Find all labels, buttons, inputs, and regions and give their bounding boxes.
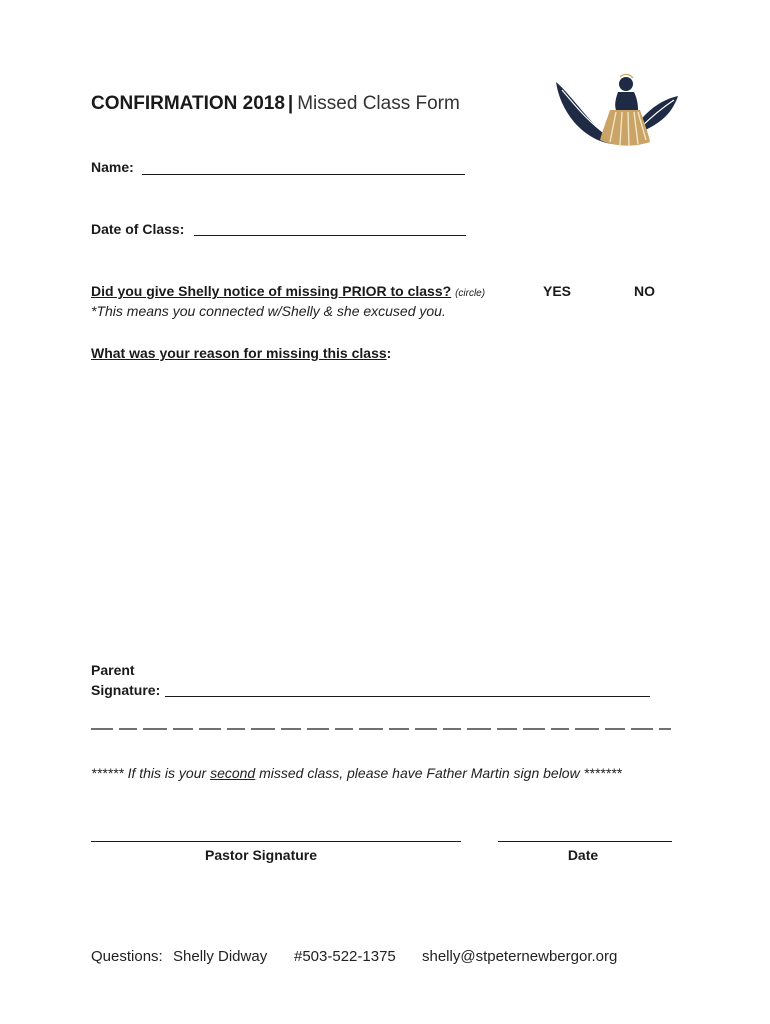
pastor-signature-field[interactable] <box>91 841 461 842</box>
name-field[interactable] <box>142 174 465 175</box>
page-title <box>91 93 460 115</box>
reason-question-text: What was your reason for missing this class <box>91 345 387 361</box>
reason-colon: : <box>386 345 392 361</box>
date-of-class-label: Date of Class: <box>91 221 185 237</box>
name-label: Name: <box>91 159 134 175</box>
reason-answer-area[interactable] <box>91 372 671 642</box>
no-option[interactable]: NO <box>634 283 655 299</box>
second-missed-notice <box>91 765 622 781</box>
cut-line-divider <box>91 721 671 731</box>
parent-label-line1: Parent <box>91 662 135 678</box>
questions-label: Questions: <box>91 948 163 965</box>
second-notice-suffix: missed class, please have Father Martin sign below ******* <box>255 765 622 781</box>
parent-signature-field[interactable] <box>165 696 650 697</box>
second-notice-prefix: ****** If this is your <box>91 765 211 781</box>
notice-note: *This means you connected w/Shelly & she excused you. <box>91 303 446 319</box>
yes-option[interactable]: YES <box>543 283 572 299</box>
contact-phone: #503-522-1375 <box>294 948 396 965</box>
notice-question-text: Did you give Shelly notice of missing PRIOR to class? <box>91 283 452 299</box>
pastor-date-label: Date <box>567 847 599 863</box>
angel-logo-icon <box>550 70 682 150</box>
pastor-signature-label: Pastor Signature <box>204 847 318 863</box>
date-of-class-field[interactable] <box>194 235 466 236</box>
pastor-date-field[interactable] <box>498 841 672 842</box>
title-main: CONFIRMATION 2018 <box>91 93 285 114</box>
title-subtitle: Missed Class Form <box>297 93 460 114</box>
contact-email[interactable]: shelly@stpeternewbergor.org <box>422 948 618 965</box>
parish-logo <box>550 70 682 150</box>
reason-question <box>91 345 391 361</box>
notice-question <box>91 283 485 299</box>
contact-name: Shelly Didway <box>173 948 268 965</box>
second-notice-emphasis: second <box>210 765 256 781</box>
parent-signature-label: Signature: <box>91 682 161 698</box>
notice-hint: (circle) <box>455 288 486 299</box>
title-separator: | <box>287 93 294 114</box>
